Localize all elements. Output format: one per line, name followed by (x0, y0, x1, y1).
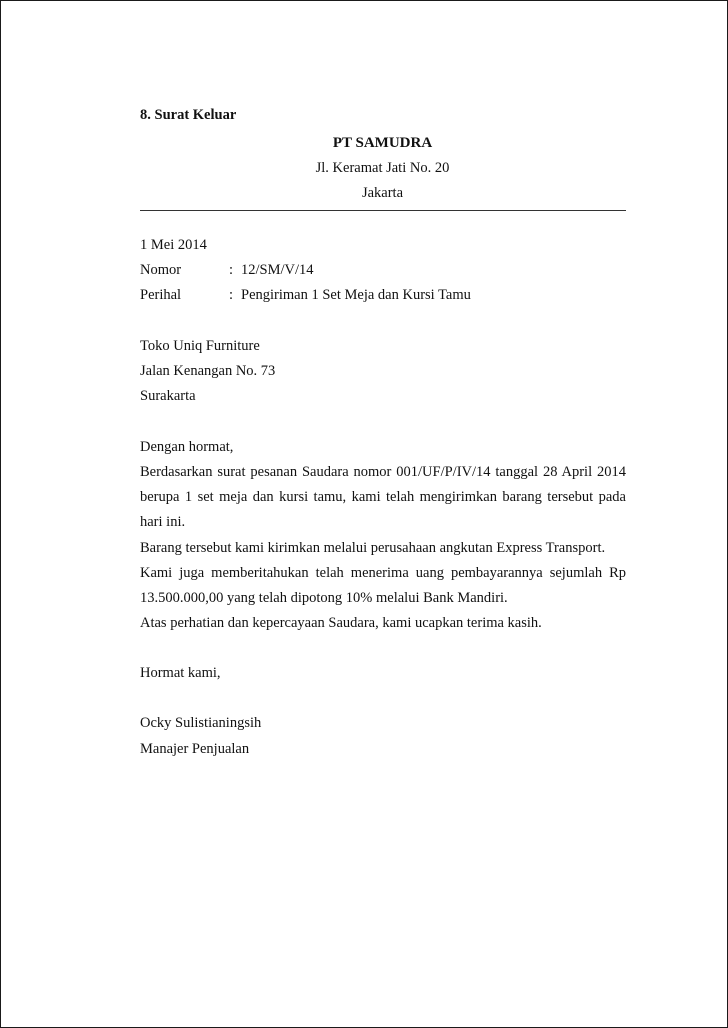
company-city: Jakarta (361, 185, 404, 201)
perihal-colon: : (229, 287, 234, 303)
signer-name: Ocky Sulistianingsih (140, 715, 262, 731)
recipient-name: Toko Uniq Furniture (140, 338, 260, 354)
signer-title: Manajer Penjualan (140, 741, 250, 757)
body-line: Barang tersebut kami kirimkan melalui perusahaan angkutan Express Transport. (140, 540, 606, 556)
perihal-value: Pengiriman 1 Set Meja dan Kursi Tamu (241, 287, 471, 303)
body-line: berupa 1 set meja dan kursi tamu, kami telah mengirimkan barang tersebut pada (140, 489, 626, 505)
nomor-colon: : (229, 262, 234, 278)
body-line: Berdasarkan surat pesanan Saudara nomor 001/UF/P/IV/14 tanggal 28 April 2014 (140, 464, 626, 480)
perihal-label: Perihal (140, 287, 182, 303)
body-line: Kami juga memberitahukan telah menerima uang pembayarannya sejumlah Rp (140, 565, 626, 581)
recipient-city: Surakarta (140, 388, 196, 404)
company-name: PT SAMUDRA (332, 135, 433, 151)
recipient-street: Jalan Kenangan No. 73 (140, 363, 276, 379)
letterhead-divider (140, 210, 626, 211)
nomor-value: 12/SM/V/14 (241, 262, 314, 278)
nomor-label: Nomor (140, 262, 182, 278)
body-line: 13.500.000,00 yang telah dipotong 10% melalui Bank Mandiri. (140, 590, 508, 606)
body-line: Atas perhatian dan kepercayaan Saudara, kami ucapkan terima kasih. (140, 615, 542, 631)
letter-date: 1 Mei 2014 (140, 237, 207, 253)
body-line: hari ini. (140, 514, 186, 530)
section-title: 8. Surat Keluar (140, 107, 237, 123)
closing: Hormat kami, (140, 665, 221, 681)
salutation: Dengan hormat, (140, 439, 234, 455)
company-street: Jl. Keramat Jati No. 20 (315, 160, 450, 176)
